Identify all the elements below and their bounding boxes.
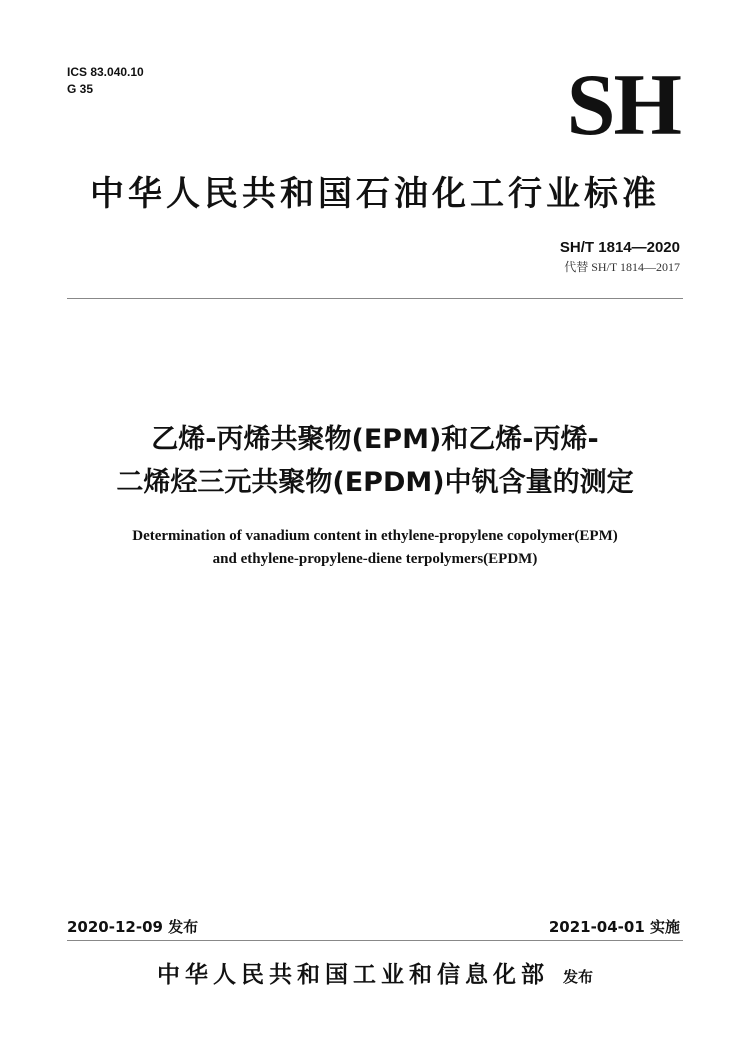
replaces-note: 代替 SH/T 1814—2017 bbox=[564, 260, 680, 274]
issue-date: 2020-12-09 发布 bbox=[67, 918, 199, 936]
classification-codes bbox=[67, 64, 144, 98]
top-divider bbox=[67, 298, 683, 299]
title-en-line-2: and ethylene-propylene-diene terpolymers(EPDM) bbox=[212, 551, 538, 567]
title-cn-line-1: 乙烯-丙烯共聚物(EPM)和乙烯-丙烯- bbox=[151, 424, 599, 455]
document-title-cn bbox=[0, 418, 750, 504]
document-title-en bbox=[0, 525, 750, 571]
standard-code-block bbox=[560, 238, 680, 276]
issue-action: 发布 bbox=[562, 968, 593, 986]
title-cn-line-2: 二烯烃三元共聚物(EPDM)中钒含量的测定 bbox=[116, 467, 634, 498]
bottom-divider bbox=[67, 940, 683, 941]
title-en-line-1: Determination of vanadium content in ethylene-propylene copolymer(EPM) bbox=[132, 528, 618, 544]
ccs-code: G 35 bbox=[67, 82, 94, 96]
standard-code: SH/T 1814—2020 bbox=[559, 239, 680, 256]
issuing-authority bbox=[0, 955, 750, 995]
ics-code: ICS 83.040.10 bbox=[67, 65, 144, 79]
standard-category-title: 中华人民共和国石油化工行业标准 bbox=[90, 174, 660, 214]
sh-logo: SH bbox=[566, 57, 680, 154]
implementation-date: 2021-04-01 实施 bbox=[548, 918, 680, 936]
ministry-name: 中华人民共和国工业和信息化部 bbox=[156, 962, 549, 988]
